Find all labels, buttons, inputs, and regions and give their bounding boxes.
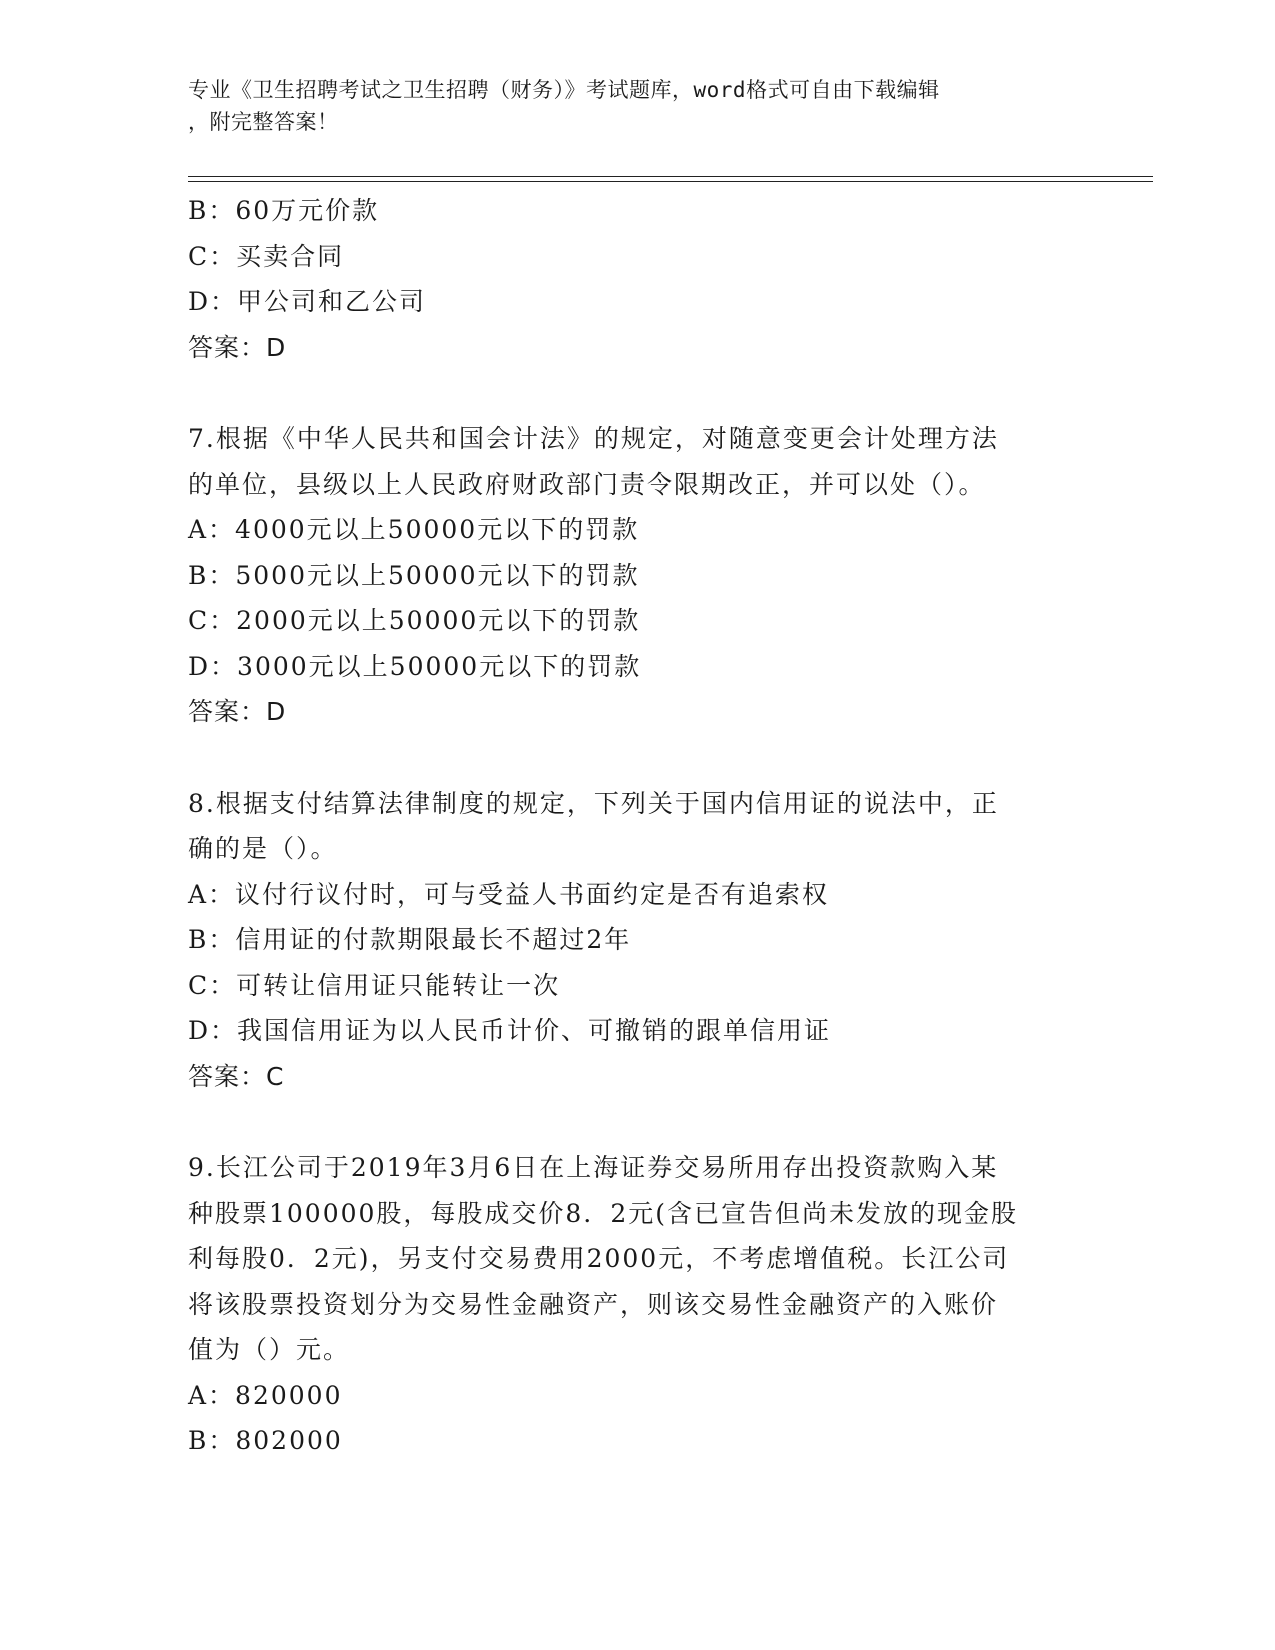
- question-7: [188, 416, 1068, 735]
- question-9: [188, 1145, 1068, 1464]
- question-8: [188, 781, 1068, 1100]
- question-text-line: 7.根据《中华人民共和国会计法》的规定，对随意变更会计处理方法: [188, 424, 999, 453]
- option-b: B：802000: [188, 1426, 343, 1455]
- question-text-line: 种股票100000股，每股成交价8．2元(含已宣告但尚未发放的现金股: [188, 1198, 1019, 1228]
- option-b: B：60万元价款: [188, 196, 380, 225]
- option-b: B：5000元以上50000元以下的罚款: [188, 560, 640, 590]
- question-text-line: 确的是（）。: [188, 834, 338, 863]
- question-text-line: 将该股票投资划分为交易性金融资产，则该交易性金融资产的入账价: [188, 1289, 999, 1319]
- option-a: A：4000元以上50000元以下的罚款: [188, 515, 640, 544]
- option-b: B：信用证的付款期限最长不超过2年: [188, 925, 632, 954]
- header-line-2: ，附完整答案！: [188, 110, 339, 134]
- spacer: [188, 370, 1068, 416]
- option-a: A：议付行议付时，可与受益人书面约定是否有追索权: [188, 879, 830, 909]
- question-text-line: 的单位，县级以上人民政府财政部门责令限期改正，并可以处（）。: [188, 469, 986, 499]
- option-d: D：我国信用证为以人民币计价、可撤销的跟单信用证: [188, 1016, 832, 1045]
- spacer: [188, 1099, 1068, 1145]
- option-c: C：可转让信用证只能转让一次: [188, 970, 561, 1000]
- question-text-line: 利每股0．2元)，另支付交易费用2000元，不考虑增值税。长江公司: [188, 1244, 1010, 1273]
- option-a: A：820000: [188, 1380, 343, 1410]
- question-text-line: 8.根据支付结算法律制度的规定，下列关于国内信用证的说法中，正: [188, 788, 999, 818]
- header-divider: [188, 176, 1153, 182]
- option-d: D：3000元以上50000元以下的罚款: [188, 651, 642, 681]
- question-6: [188, 188, 1068, 370]
- document-header: [188, 74, 1068, 138]
- answer-line: 答案：D: [188, 332, 287, 362]
- answer-line: 答案：D: [188, 697, 287, 726]
- option-c: C：2000元以上50000元以下的罚款: [188, 606, 641, 635]
- question-list: [188, 188, 1068, 1464]
- question-text-line: 9.长江公司于2019年3月6日在上海证券交易所用存出投资款购入某: [188, 1153, 999, 1182]
- option-d: D：甲公司和乙公司: [188, 287, 427, 316]
- question-text-line: 值为（）元。: [188, 1335, 351, 1364]
- answer-line: 答案：C: [188, 1061, 285, 1091]
- option-c: C：买卖合同: [188, 241, 345, 271]
- header-line-1: 专业《卫生招聘考试之卫生招聘（财务）》考试题库，word格式可自由下载编辑: [188, 78, 940, 102]
- spacer: [188, 735, 1068, 781]
